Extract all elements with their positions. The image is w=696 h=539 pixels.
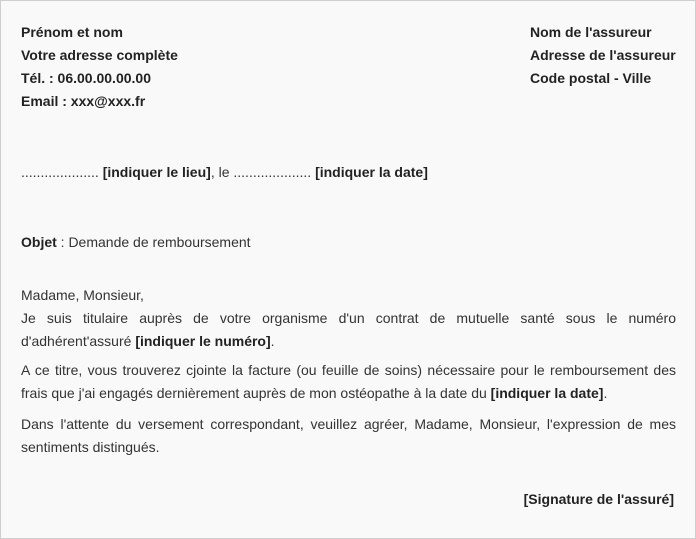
- insurer-block: [530, 21, 676, 90]
- place-date-line: [21, 161, 428, 184]
- insurer-address: Adresse de l'assureur: [530, 47, 676, 63]
- sender-phone: Tél. : 06.00.00.00.00: [21, 70, 151, 86]
- sender-address: Votre adresse complète: [21, 47, 178, 63]
- sender-block: [21, 21, 178, 113]
- paragraph-closing: Dans l'attente du versement correspondant, veuillez agréer, Madame, Monsieur, l'expression de mes sentiments distingués.: [21, 416, 676, 455]
- subject-label: Objet: [21, 234, 57, 250]
- date-separator: , le: [210, 164, 230, 180]
- insurer-name: Nom de l'assureur: [530, 24, 652, 40]
- place-placeholder: [indiquer le lieu]: [102, 164, 211, 180]
- date-dots: ....................: [233, 164, 312, 180]
- date-placeholder: [indiquer la date]: [315, 164, 428, 180]
- paragraph-contract-text: Je suis titulaire auprès de votre organisme d'un contrat de mutuelle santé sous le numéro d'adhérent'assuré: [21, 310, 676, 349]
- paragraph-invoice-end: .: [603, 385, 608, 401]
- signature-placeholder: [524, 488, 674, 511]
- member-number-placeholder: [indiquer le numéro]: [135, 333, 271, 349]
- signature-text: [Signature de l'assuré]: [523, 491, 674, 507]
- insurer-postal: Code postal - Ville: [530, 70, 652, 86]
- subject-text: : Demande de remboursement: [56, 234, 251, 250]
- paragraph-contract-end: .: [270, 333, 275, 349]
- sender-email: Email : xxx@xxx.fr: [21, 93, 146, 109]
- care-date-placeholder: [indiquer la date]: [490, 385, 604, 401]
- sender-name: Prénom et nom: [21, 24, 123, 40]
- place-dots: ....................: [21, 164, 99, 180]
- salutation: Madame, Monsieur,: [21, 287, 144, 303]
- subject-line: [21, 231, 251, 254]
- paragraph-invoice-text: A ce titre, vous trouverez cjointe la facture (ou feuille de soins) nécessaire pour le remboursement des frais que j'ai engagés dernièrement auprès de mon ostéopathe à la date du: [21, 362, 676, 401]
- paragraph-invoice: [21, 359, 676, 405]
- paragraph-contract: [21, 307, 676, 353]
